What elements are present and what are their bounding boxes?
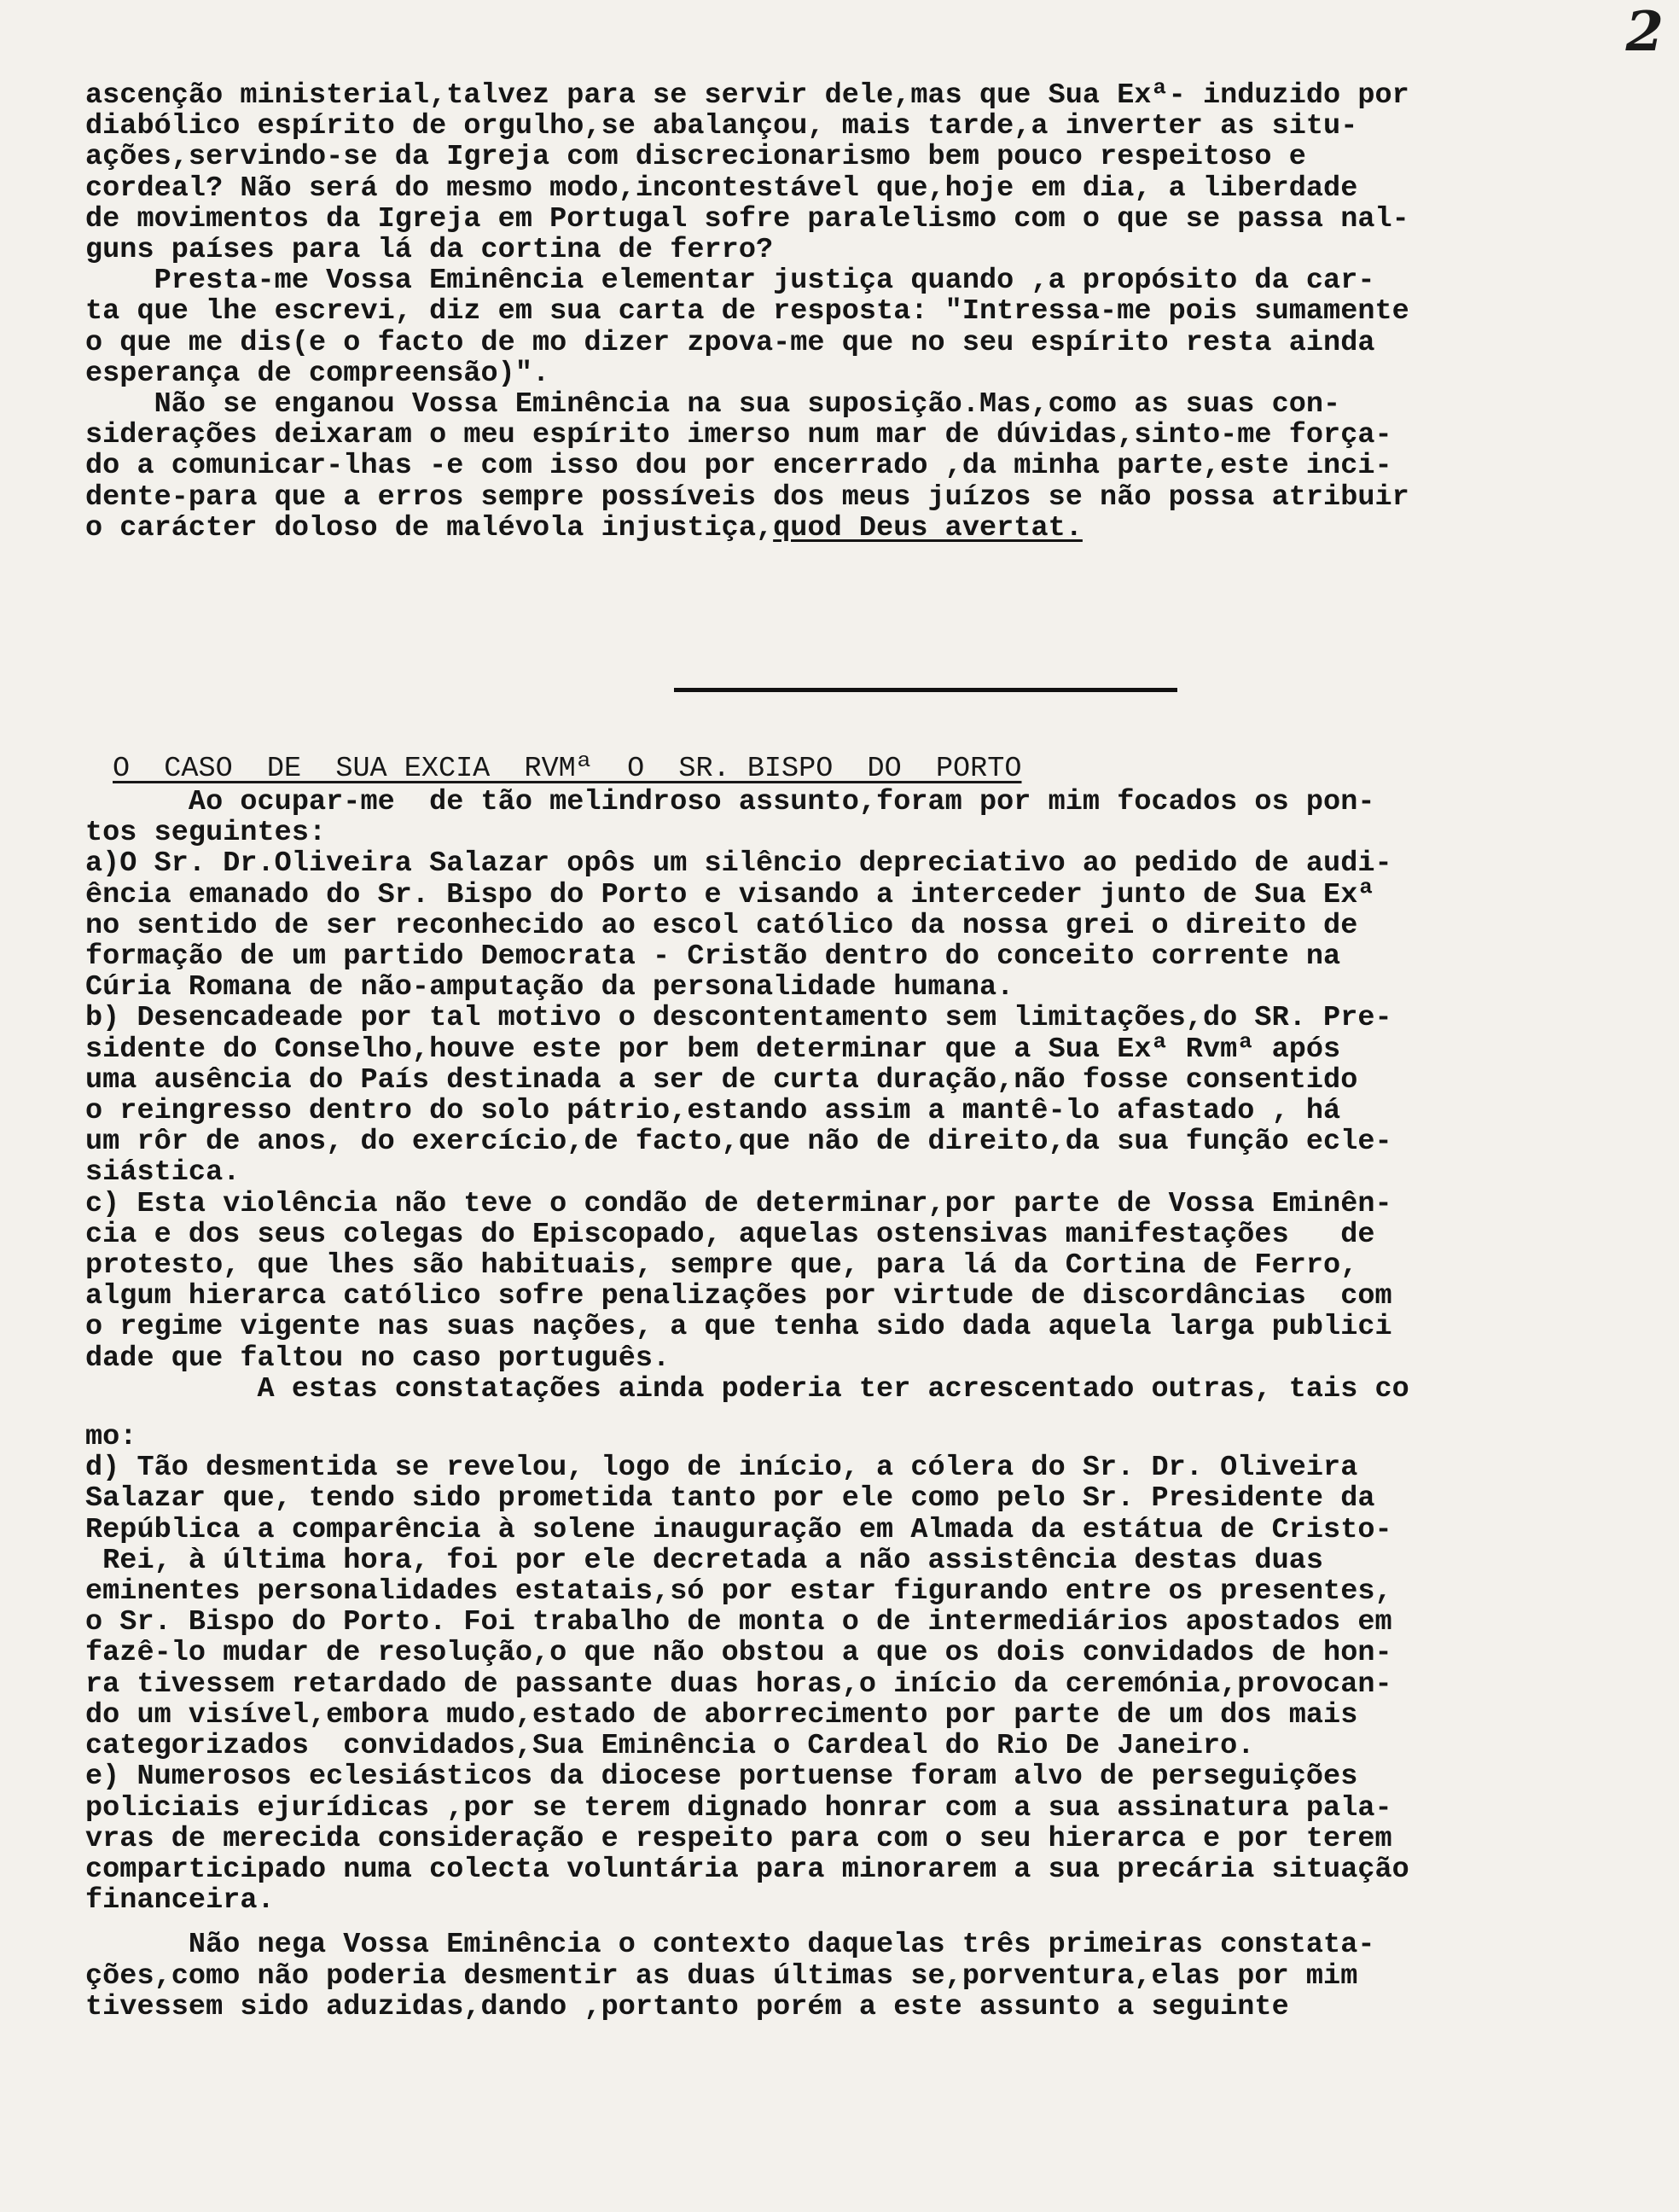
text-line: vras de merecida consideração e respeito para com o seu hierarca e por terem	[85, 1822, 1392, 1855]
text-line: do um visível,embora mudo,estado de aborrecimento por parte de um dos mais	[85, 1698, 1358, 1732]
text-line: o regime vigente nas suas nações, a que tenha sido dada aquela larga publici	[85, 1311, 1392, 1344]
text-line: ações,servindo-se da Igreja com discrecionarismo bem pouco respeitoso e	[85, 141, 1306, 174]
text-line: c) Esta violência não teve o condão de determinar,por parte de Vossa Eminên-	[85, 1187, 1392, 1220]
text-line: siderações deixaram o meu espírito imerso num mar de dúvidas,sinto-me força-	[85, 419, 1392, 452]
text-segment: o carácter doloso de malévola injustiça,	[85, 511, 774, 544]
text-line: ções,como não poderia desmentir as duas últimas se,porventura,elas por mim	[85, 1959, 1358, 1993]
text-line: esperança de compreensão)".	[85, 357, 550, 390]
text-line: o Sr. Bispo do Porto. Foi trabalho de monta o de intermediários apostados em	[85, 1606, 1392, 1639]
text-line: sidente do Conselho,houve este por bem determinar que a Sua Exª Rvmª após	[85, 1033, 1341, 1066]
text-line: dente-para que a erros sempre possíveis dos meus juízos se não possa atribuir	[85, 480, 1409, 514]
text-line: policiais ejurídicas ,por se terem dignado honrar com a sua assinatura pala-	[85, 1791, 1392, 1825]
text-line: d) Tão desmentida se revelou, logo de início, a cólera do Sr. Dr. Oliveira	[85, 1452, 1358, 1485]
text-line: financeira.	[85, 1884, 275, 1918]
text-line: Presta-me Vossa Eminência elementar justiça quando ,a propósito da car-	[85, 265, 1375, 298]
letter-paragraphs-top	[85, 80, 1664, 544]
text-line: categorizados convidados,Sua Eminência o Cardeal do Rio De Janeiro.	[85, 1730, 1255, 1763]
text-line: Rei, à última hora, foi por ele decretada a não assistência destas duas	[85, 1544, 1324, 1577]
text-line: ência emanado do Sr. Bispo do Porto e visando a interceder junto de Sua Exª	[85, 878, 1375, 911]
text-line: do a comunicar-lhas -e com isso dou por encerrado ,da minha parte,este inci-	[85, 450, 1392, 483]
text-line: A estas constatações ainda poderia ter acrescentado outras, tais co	[85, 1372, 1409, 1406]
text-line: uma ausência do País destinada a ser de curta duração,não fosse consentido	[85, 1063, 1358, 1097]
text-line: eminentes personalidades estatais,só por estar figurando entre os presentes,	[85, 1575, 1392, 1609]
text-line: dade que faltou no caso português.	[85, 1342, 671, 1375]
text-line: tivessem sido aduzidas,dando ,portanto porém a este assunto a seguinte	[85, 1990, 1289, 2023]
text-line: República a comparência à solene inauguração em Almada da estátua de Cristo-	[85, 1513, 1392, 1546]
text-line: Cúria Romana de não-amputação da personalidade humana.	[85, 971, 1014, 1004]
underlined-latin-phrase: quod Deus avertat.	[773, 511, 1083, 544]
text-line: de movimentos da Igreja em Portugal sofre paralelismo com o que se passa nal-	[85, 202, 1409, 236]
text-line: tos seguintes:	[85, 817, 327, 850]
section-title: O CASO DE SUA EXCIA RVMª O SR. BISPO DO PORTO	[113, 753, 1022, 785]
text-line: fazê-lo mudar de resolução,o que não obstou a que os dois convidados de hon-	[85, 1637, 1392, 1670]
text-line: formação de um partido Democrata - Cristão dentro do conceito corrente na	[85, 940, 1341, 974]
text-line: Não se enganou Vossa Eminência na sua suposição.Mas,como as suas con-	[85, 388, 1341, 422]
text-line: diabólico espírito de orgulho,se abalançou, mais tarde,a inverter as situ-	[85, 110, 1358, 143]
text-line: o reingresso dentro do solo pátrio,estando assim a mantê-lo afastado , há	[85, 1095, 1341, 1128]
text-line: ta que lhe escrevi, diz em sua carta de resposta: "Intressa-me pois sumamente	[85, 295, 1409, 329]
line-gap	[85, 1916, 1664, 1930]
text-line-final	[85, 513, 1664, 544]
text-line: Ao ocupar-me de tão melindroso assunto,foram por mim focados os pon-	[85, 786, 1375, 818]
text-line: protesto, que lhes são habituais, sempre que, para lá da Cortina de Ferro,	[85, 1249, 1358, 1283]
section-body	[85, 787, 1664, 2023]
text-line: a)O Sr. Dr.Oliveira Salazar opôs um silêncio depreciativo ao pedido de audi-	[85, 847, 1392, 881]
section-separator	[674, 688, 1177, 692]
text-line: mo:	[85, 1421, 137, 1454]
text-line: algum hierarca católico sofre penalizações por virtude de discordâncias com	[85, 1280, 1392, 1313]
text-line: guns países para lá da cortina de ferro?	[85, 234, 774, 267]
text-line: Não nega Vossa Eminência o contexto daquelas três primeiras constata-	[85, 1929, 1375, 1962]
text-line: um rôr de anos, do exercício,de facto,que não de direito,da sua função ecle-	[85, 1126, 1392, 1159]
line-gap	[85, 1405, 1664, 1422]
text-line: e) Numerosos eclesiásticos da diocese portuense foram alvo de perseguições	[85, 1761, 1358, 1794]
page-number: 2	[1625, 0, 1664, 64]
text-line: no sentido de ser reconhecido ao escol católico da nossa grei o direito de	[85, 909, 1358, 942]
text-line: b) Desencadeade por tal motivo o descontentamento sem limitações,do SR. Pre-	[85, 1002, 1392, 1035]
text-line: cordeal? Não será do mesmo modo,incontestável que,hoje em dia, a liberdade	[85, 172, 1358, 205]
text-line: ascenção ministerial,talvez para se servir dele,mas que Sua Exª- induzido por	[85, 79, 1409, 112]
text-line: Salazar que, tendo sido prometida tanto por ele como pelo Sr. Presidente da	[85, 1482, 1375, 1516]
text-line: comparticipado numa colecta voluntária para minorarem a sua precária situação	[85, 1853, 1409, 1886]
text-line: o que me dis(e o facto de mo dizer zpova-me que no seu espírito resta ainda	[85, 326, 1375, 359]
text-line: siástica.	[85, 1156, 241, 1190]
text-line: ra tivessem retardado de passante duas horas,o início da ceremónia,provocan-	[85, 1668, 1392, 1701]
text-line: cia e dos seus colegas do Episcopado, aquelas ostensivas manifestações de	[85, 1218, 1375, 1251]
